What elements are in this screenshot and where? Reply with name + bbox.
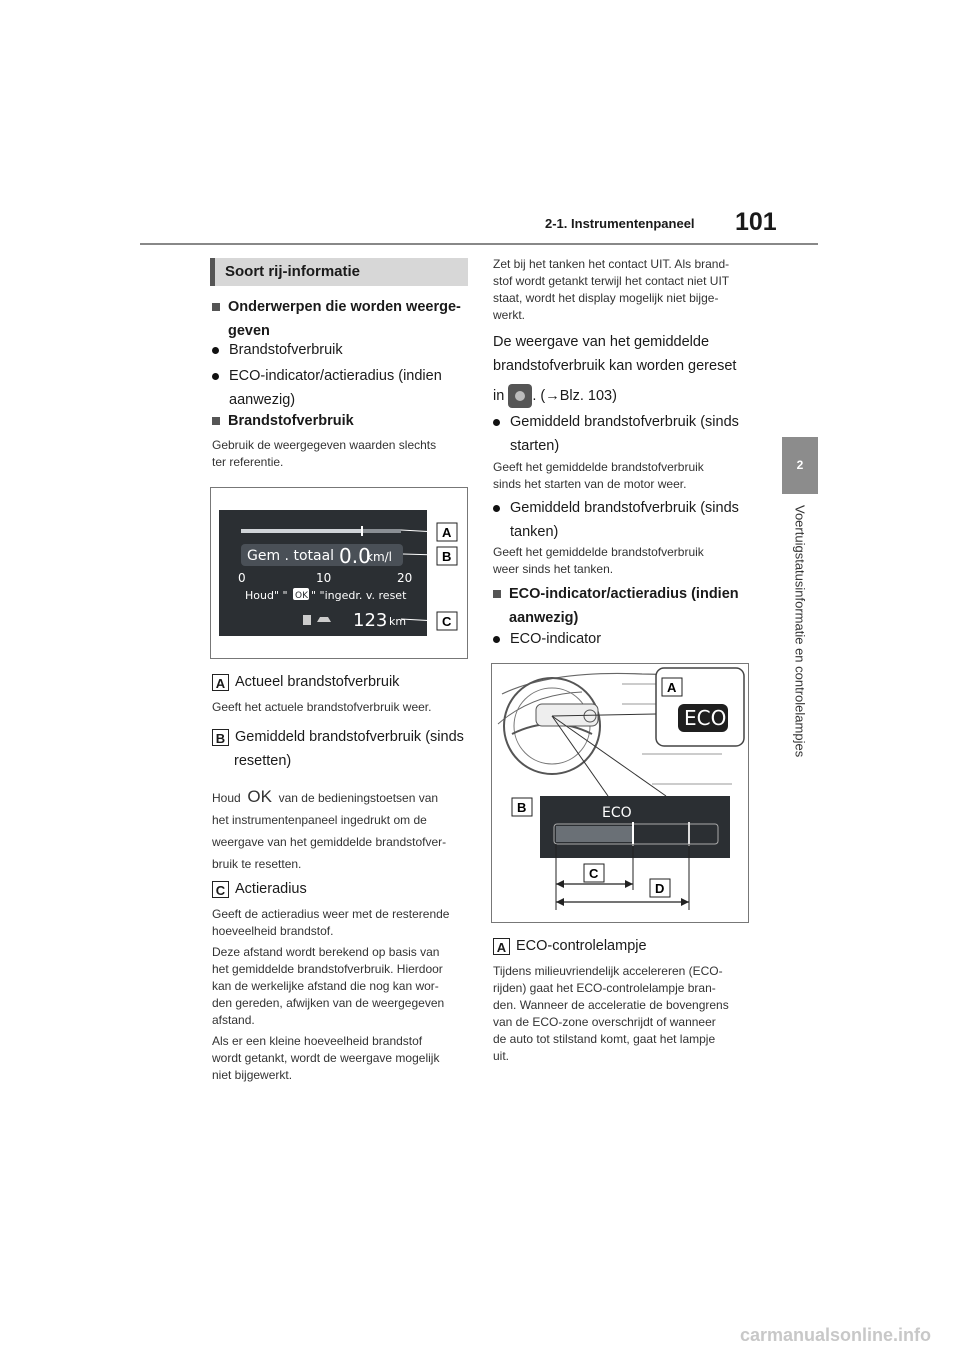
callout-c: C: [442, 614, 452, 629]
ok-key-icon: OK: [247, 787, 272, 806]
hint-text-post: " "ingedr. v. reset: [311, 589, 407, 602]
scale-label: 20: [397, 571, 413, 585]
section-title-box: [210, 258, 468, 286]
scale-label: 0: [238, 571, 246, 585]
since-refuel-text: Geeft het gemiddelde brandstofverbruik weer sinds het tanken.: [493, 545, 704, 576]
item-c: C Actieradius: [212, 877, 307, 901]
bullet-icon: [493, 636, 500, 643]
topic-item: Brandstofverbruik: [212, 338, 343, 362]
topics-heading: Onderwerpen die worden weerge- geven: [212, 295, 461, 343]
watermark: carmanualsonline.info: [740, 1325, 932, 1345]
refuel-note: Zet bij het tanken het contact UIT. Als brand- stof wordt getankt terwijl het contact niet UIT staat, wordt het display mogelijk niet bijge- werkt.: [493, 257, 730, 322]
range-unit: km: [389, 615, 407, 628]
callout-b: B: [517, 800, 527, 815]
bullet-icon: [212, 347, 219, 354]
bullet-icon: [212, 373, 219, 380]
since-start-text: Geeft het gemiddelde brandstofverbruik sinds het starten van de motor weer.: [493, 460, 704, 491]
display-unit: km/l: [366, 550, 393, 564]
eco-bar-label: ECO: [602, 805, 632, 821]
item-a: A Actueel brandstofverbruik: [212, 670, 399, 694]
label-c: C: [212, 881, 229, 898]
eco-illustration: [492, 664, 748, 922]
display-title: Gem . totaal: [247, 548, 335, 564]
callout-a: A: [667, 680, 677, 695]
item-b: B Gemiddeld brandstofverbruik (sinds resetten): [212, 725, 464, 773]
hint-text-pre: Houd" ": [245, 589, 288, 602]
item-b-text: Houd OK van de bedieningstoetsen van het instrumentenpaneel ingedrukt om de weergave van het gemiddelde brandstofver- bruik te resetten.: [212, 787, 447, 871]
eco-badge: ECO: [684, 706, 727, 730]
section-header: 2-1. Instrumentenpaneel: [545, 216, 695, 231]
eco-item-a: A ECO-controlelampje: [493, 934, 647, 958]
callout-c: C: [589, 866, 599, 881]
bullet-icon: [493, 419, 500, 426]
section-title: Soort rij-informatie: [225, 263, 361, 280]
range-value: 123: [353, 610, 388, 631]
eco-indicator-figure: [491, 663, 749, 923]
callout-a: A: [442, 525, 452, 540]
label-b: B: [212, 729, 229, 746]
display-value: 0.0: [339, 544, 371, 568]
square-bullet-icon: [212, 417, 220, 425]
fuel-display-illustration: [211, 488, 467, 658]
page-number: 101: [735, 208, 777, 236]
bullet-since-refuel: Gemiddeld brandstofverbruik (sinds tanken): [493, 496, 739, 544]
fuel-note: Gebruik de weergegeven waarden slechts ter referentie.: [212, 438, 437, 469]
label-a: A: [493, 938, 510, 955]
callout-d: D: [655, 881, 665, 896]
square-bullet-icon: [212, 303, 220, 311]
chapter-title: Voertuigstatusinformatie en controlelampjes: [792, 505, 808, 758]
bullet-since-start: Gemiddeld brandstofverbruik (sinds starten): [493, 410, 739, 458]
topic-item: ECO-indicator/actieradius (indien aanwezig): [212, 364, 442, 412]
fuel-display-figure: [210, 487, 468, 659]
callout-b: B: [442, 549, 452, 564]
header-divider: [140, 243, 818, 245]
reset-paragraph: De weergave van het gemiddelde brandstofverbruik kan worden gereset in . (→Blz. 103): [493, 330, 736, 408]
fuel-heading: Brandstofverbruik: [212, 409, 354, 433]
square-bullet-icon: [493, 590, 501, 598]
bullet-icon: [493, 505, 500, 512]
eco-item-a-text: Tijdens milieuvriendelijk accelereren (ECO- rijden) gaat het ECO-controlelampje bran- den. Wanneer de acceleratie de bovengrens van de ECO-zone overschrijdt of wanneer de auto tot stilstand komt, gaat het lampje uit.: [493, 964, 729, 1063]
scale-label: 10: [316, 571, 332, 585]
label-a: A: [212, 674, 229, 691]
chapter-tab: 2: [782, 437, 818, 494]
eco-bullet: ECO-indicator: [493, 627, 601, 651]
eco-heading: ECO-indicator/actieradius (indien aanwezig): [493, 582, 739, 630]
item-c-text: Geeft de actieradius weer met de resterende hoeveelheid brandstof. Deze afstand wordt berekend op basis van het gemiddelde brandstofverbruik. Hierdoor kan de werkelijke afstand die nog kan wor- den gereden, afwijken van de weergegeven afstand. Als er een kleine hoeveelheid brandstof wordt getankt, wordt de weergave mogelijk niet bijgewerkt.: [212, 907, 450, 1082]
hint-key: OK: [295, 591, 308, 601]
item-a-text: Geeft het actuele brandstofverbruik weer.: [212, 700, 432, 714]
settings-gear-icon: [508, 384, 532, 408]
chapter-title-vertical: [780, 505, 820, 775]
